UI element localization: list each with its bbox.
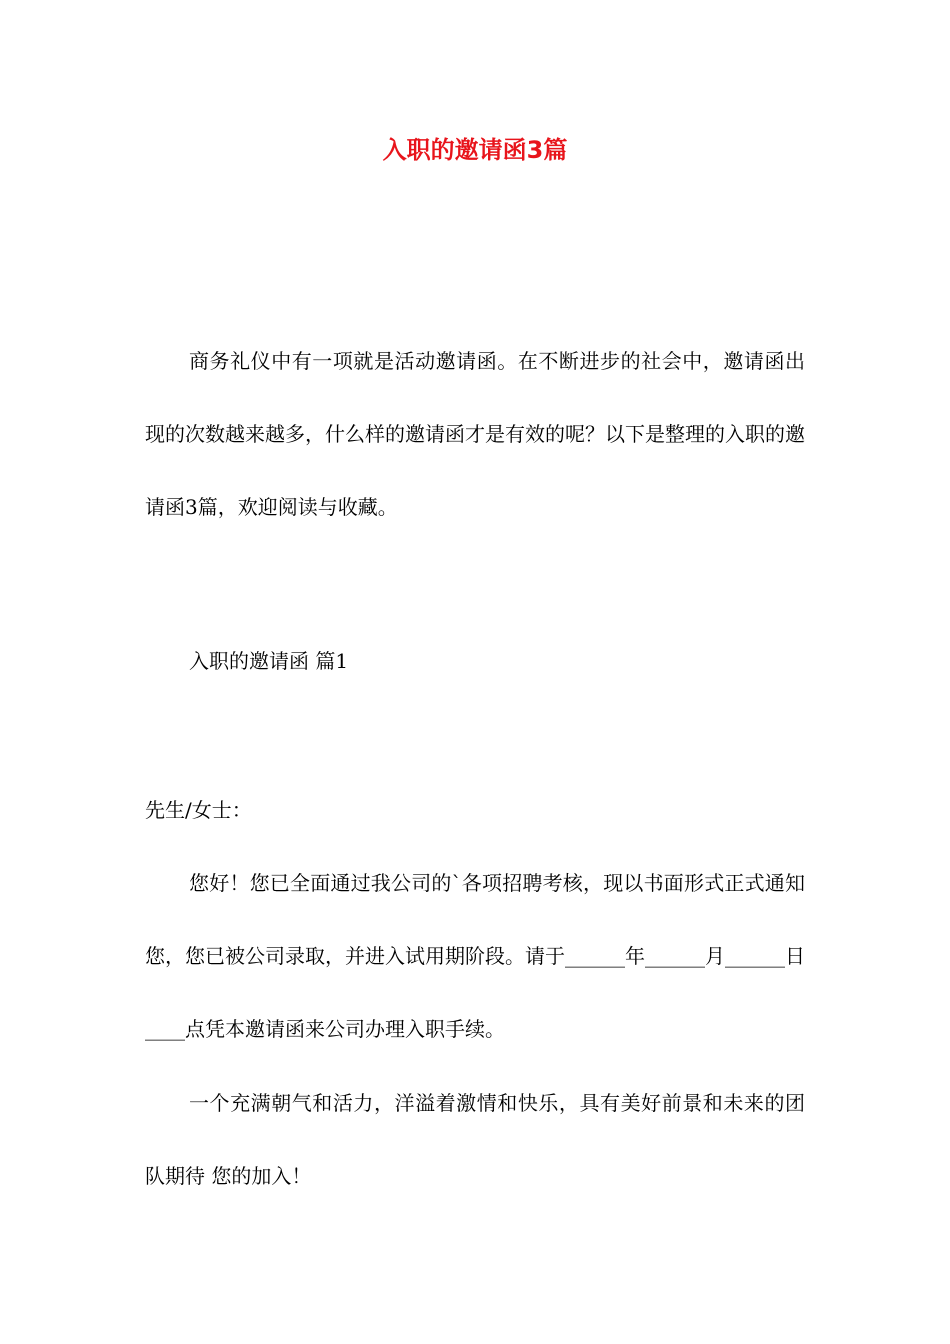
- section-heading: 入职的邀请函 篇1: [189, 649, 349, 673]
- document-title: 入职的邀请函3篇: [382, 136, 568, 164]
- intro-paragraph: 商务礼仪中有一项就是活动邀请函。在不断进步的社会中，邀请函出现的次数越来越多，什么样的邀请函才是有效的呢？以下是整理的入职的邀请函3篇，欢迎阅读与收藏。: [145, 349, 805, 519]
- body-paragraph-1: 您好！您已全面通过我公司的`各项招聘考核，现以书面形式正式通知您，您已被公司录取，并进入试用期阶段。请于______年______月______日____点凭本邀请函来公司办理入职手续。: [145, 871, 805, 1041]
- salutation: 先生/女士：: [145, 798, 252, 822]
- body-paragraph-2: 一个充满朝气和活力，洋溢着激情和快乐，具有美好前景和未来的团队期待 您的加入！: [145, 1091, 805, 1188]
